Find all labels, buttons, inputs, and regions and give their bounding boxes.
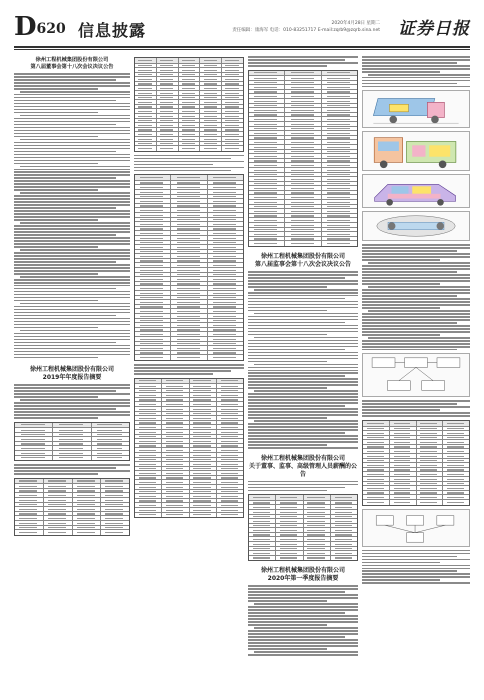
notice-title: 2020年第一季度报告摘要 <box>267 575 339 583</box>
structure-diagram <box>362 509 470 547</box>
data-table <box>248 70 358 247</box>
notice-company: 徐州工程机械集团股份有限公司 <box>260 253 345 261</box>
date-line: 2020年4月28日 星期二 <box>331 21 380 26</box>
page-letter: D <box>14 12 37 42</box>
notice-title: 2019年年度报告摘要 <box>42 374 102 382</box>
notice-body <box>14 384 130 418</box>
notice-heading <box>248 253 358 269</box>
page-digits: 620 <box>36 21 66 37</box>
notice-body <box>362 244 470 350</box>
header-rule <box>14 46 470 48</box>
column-4 <box>362 54 470 688</box>
notice-company: 徐州工程机械集团股份有限公司 <box>260 567 345 575</box>
notice-heading <box>248 455 358 479</box>
notice-company: 徐州工程机械集团股份有限公司 <box>29 366 114 374</box>
vehicle-diagram <box>362 131 470 171</box>
flow-diagram <box>362 353 470 397</box>
column-2 <box>134 54 244 688</box>
data-table <box>134 174 244 361</box>
notice-body <box>248 271 358 449</box>
notice-body <box>248 56 358 67</box>
notice-body <box>362 56 470 87</box>
data-table <box>362 420 470 506</box>
notice-title: 关于董事、监事、高级管理人员薪酬的公告 <box>248 462 357 478</box>
data-table <box>14 422 130 462</box>
notice-body <box>248 481 358 492</box>
notice-body <box>362 400 470 417</box>
notice-company: 徐州工程机械集团股份有限公司 <box>35 57 109 63</box>
notice-body <box>14 464 130 475</box>
column-1 <box>14 54 130 688</box>
notice-title: 第八届监事会第十八次会议决议公告 <box>254 261 351 269</box>
vehicle-diagram <box>362 174 470 208</box>
notice-body <box>134 155 244 172</box>
notice-body <box>14 73 130 358</box>
notice-heading <box>14 366 130 382</box>
data-table <box>134 378 244 519</box>
notice-body <box>248 585 358 655</box>
column-3 <box>248 54 358 688</box>
section-title: 信息披露 <box>78 21 147 40</box>
notice-body <box>362 550 470 584</box>
page-number <box>14 14 66 40</box>
notice-title: 第八届董事会第十八次会议决议公告 <box>30 64 114 70</box>
notice-heading <box>14 57 130 71</box>
vehicle-diagram <box>362 90 470 128</box>
data-table <box>14 478 130 536</box>
header-rule-thin <box>14 49 470 50</box>
masthead <box>14 14 470 48</box>
newspaper-logo: 证券日报 <box>398 19 470 39</box>
data-table <box>248 494 358 561</box>
chassis-diagram <box>362 211 470 241</box>
notice-company: 徐州工程机械集团股份有限公司 <box>260 454 345 462</box>
notice-body <box>134 364 244 375</box>
data-table <box>134 57 244 152</box>
contact-line: 责任编辑：康海军 电话：010-83251717 E-mail:zqrb9@zqrb.sina.net <box>232 28 380 33</box>
header-meta <box>232 20 380 34</box>
notice-heading <box>248 567 358 583</box>
